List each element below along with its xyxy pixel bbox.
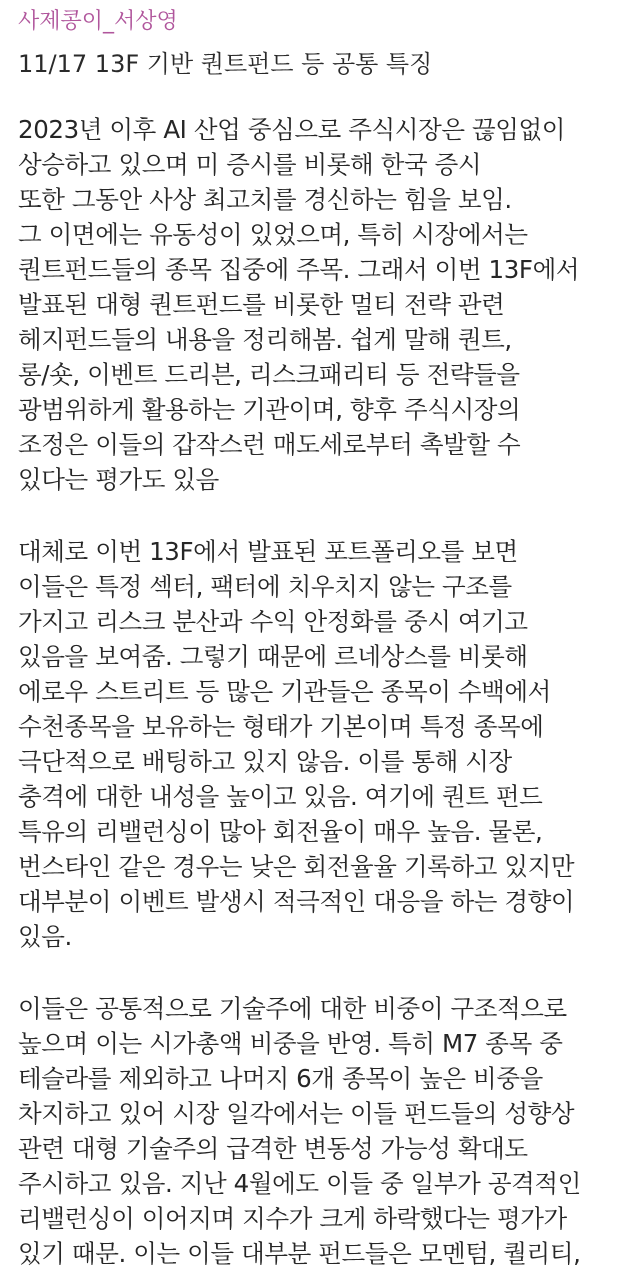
message-text-line: 극단적으로 배팅하고 있지 않음. 이를 통해 시장 bbox=[18, 747, 512, 776]
message-text-line: 높으며 이는 시가총액 비중을 반영. 특히 M7 종목 중 bbox=[18, 1029, 563, 1058]
message-paragraph bbox=[18, 991, 633, 1271]
message-text-line: 헤지펀드들의 내용을 정리해봄. 쉽게 말해 퀀트, bbox=[18, 325, 512, 354]
message-text-line: 이들은 공통적으로 기술주에 대한 비중이 구조적으로 bbox=[18, 994, 567, 1023]
message-text-line: 충격에 대한 내성을 높이고 있음. 여기에 퀀트 펀드 bbox=[18, 782, 543, 811]
message-text-line: 2023년 이후 AI 산업 중심으로 주식시장은 끊임없이 bbox=[18, 115, 566, 144]
message-text-line: 특유의 리밸런싱이 많아 회전율이 매우 높음. 물론, bbox=[18, 817, 543, 846]
message-text-line: 조정은 이들의 갑작스런 매도세로부터 촉발할 수 bbox=[18, 430, 521, 459]
message-text-line: 퀀트펀드들의 종목 집중에 주목. 그래서 이번 13F에서 bbox=[18, 255, 580, 284]
message-text-line: 리밸런싱이 이어지며 지수가 크게 하락했다는 평가가 bbox=[18, 1204, 567, 1233]
message-text-line: 발표된 대형 퀀트펀드를 비롯한 멀티 전략 관련 bbox=[18, 290, 505, 319]
message-paragraph bbox=[18, 112, 633, 497]
message-text-line: 테슬라를 제외하고 나머지 6개 종목이 높은 비중을 bbox=[18, 1064, 543, 1093]
message-text-line: 이들은 특정 섹터, 팩터에 치우치지 않는 구조를 bbox=[18, 572, 512, 601]
message-text-line: 있기 때문. 이는 이들 대부분 펀드들은 모멘텀, 퀄리티, bbox=[18, 1239, 581, 1268]
message-text-line: 대부분이 이벤트 발생시 적극적인 대응을 하는 경향이 bbox=[18, 887, 575, 916]
message-text-line: 그 이면에는 유동성이 있었으며, 특히 시장에서는 bbox=[18, 220, 528, 249]
message-text-line: 광범위하게 활용하는 기관이며, 향후 주식시장의 bbox=[18, 395, 521, 424]
message-text-line: 있음. bbox=[18, 922, 72, 951]
message-text-line: 있음을 보여줌. 그렇기 때문에 르네상스를 비롯해 bbox=[18, 642, 528, 671]
message-text-line: 있다는 평가도 있음 bbox=[18, 465, 219, 494]
message-paragraph bbox=[18, 534, 633, 954]
message-body bbox=[18, 112, 633, 1280]
message-text-line: 수천종목을 보유하는 형태가 기본이며 특정 종목에 bbox=[18, 712, 544, 741]
message-text-line: 차지하고 있어 시장 일각에서는 이들 펀드들의 성향상 bbox=[18, 1099, 575, 1128]
message-text-line: 대체로 이번 13F에서 발표된 포트폴리오를 보면 bbox=[18, 537, 518, 566]
message-text-line: 관련 대형 기술주의 급격한 변동성 가능성 확대도 bbox=[18, 1134, 528, 1163]
message-text-line: 주시하고 있음. 지난 4월에도 이들 중 일부가 공격적인 bbox=[18, 1169, 581, 1198]
message-text-line: 롱/숏, 이벤트 드리븐, 리스크패리티 등 전략들을 bbox=[18, 360, 520, 389]
message-text-line: 상승하고 있으며 미 증시를 비롯해 한국 증시 bbox=[18, 150, 482, 179]
message-text-line: 번스타인 같은 경우는 낮은 회전율율 기록하고 있지만 bbox=[18, 852, 575, 881]
message-subject: 11/17 13F 기반 퀀트펀드 등 공통 특징 bbox=[18, 50, 433, 78]
message-text-line: 또한 그동안 사상 최고치를 경신하는 힘을 보임. bbox=[18, 185, 512, 214]
message-text-line: 가지고 리스크 분산과 수익 안정화를 중시 여기고 bbox=[18, 607, 528, 636]
sender-name[interactable]: 사제콩이_서상영 bbox=[18, 9, 178, 34]
message-text-line: 에로우 스트리트 등 많은 기관들은 종목이 수백에서 bbox=[18, 677, 551, 706]
